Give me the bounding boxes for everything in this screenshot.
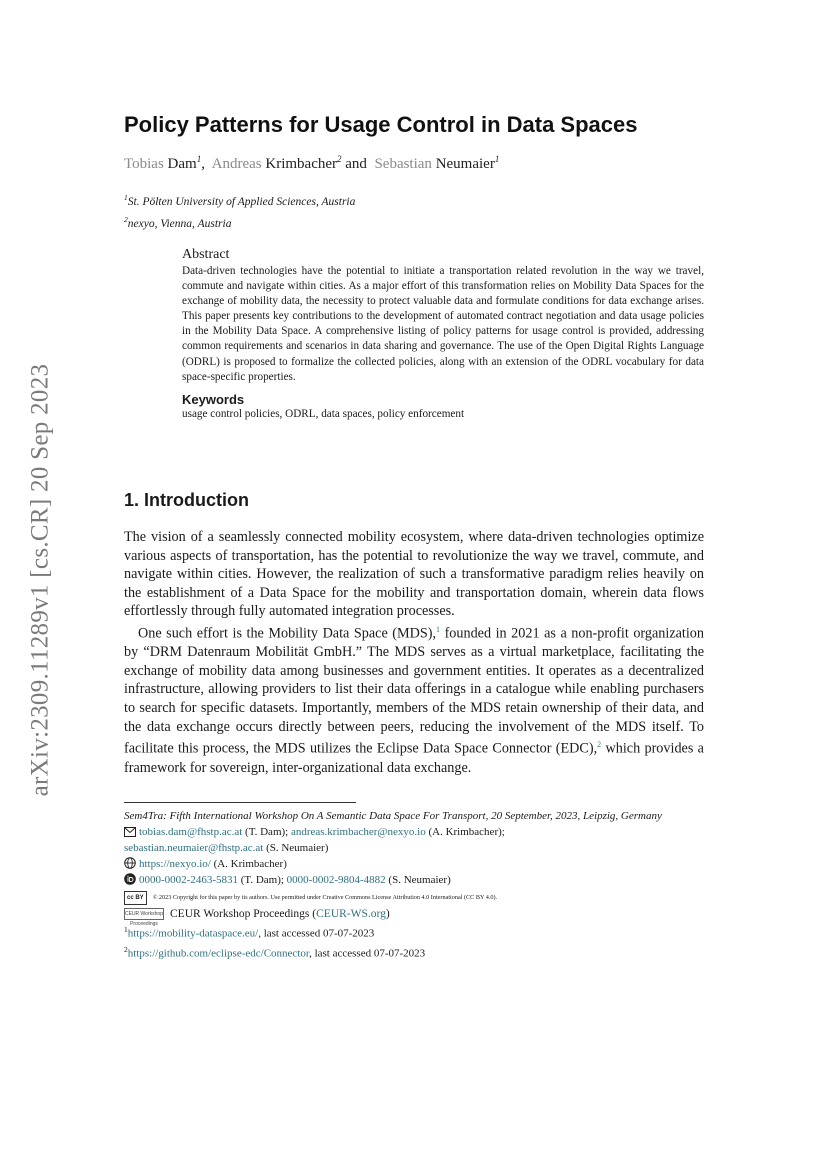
footnote-text: , last accessed 07-07-2023 [258,927,375,940]
arxiv-sidebar [22,310,58,850]
author-mark: 2 [337,154,342,164]
conference-note: Sem4Tra: Fifth International Workshop On A Semantic Data Space For Transport, 20 September, 2023, Leipzig, Germany [124,810,662,822]
author-given: Tobias [124,156,164,172]
footnote-mark: 2 [124,944,128,954]
orcid-link[interactable]: 0000-0002-9804-4882 [286,874,386,886]
affiliation-text: St. Pölten University of Applied Sciences, Austria [127,195,356,208]
section-body [124,528,704,777]
paragraph: The vision of a seamlessly connected mobility ecosystem, where data-driven technologies optimize various aspects of transportation, has the potential to revolutionize the way we travel, commute, and navigate within cities. However, the realization of such a transformative paradigm relies heavily on the establishment of a Data Space for the mobility and transportation domain, wherein data flows effortlessly through fully automated integration processes. [124,529,704,620]
envelope-icon [124,827,136,837]
abstract-text: Data-driven technologies have the potential to initiate a transportation related revolution in the way we travel, commute and navigate within cities. As a major effort of this transformation relies on Mobility Data Spaces for the exchange of mobility data, the necessity to protect valuable data and formulate conditions for data exchange arises. This paper presents key contributions to the development of automated contract negotiation and data usage policies in the Mobility Data Space. A comprehensive listing of policy patterns for usage control is provided, addressing common requirements and scenarios in data sharing and governance. The use of the Open Digital Rights Language (ODRL) is proposed to formalize the collected policies, along with an extension of the ODRL vocabulary for data space-specific properties. [182,265,704,383]
license-line [124,890,724,906]
author-separator: , [201,156,205,172]
ceur-link[interactable]: CEUR-WS.org [316,908,386,920]
abstract-heading: Abstract [182,247,230,262]
author-list [124,154,724,173]
email-owner: (T. Dam); [242,826,291,838]
author-family: Dam [167,156,197,172]
paragraph [124,621,704,777]
author-mark: 1 [196,154,202,164]
affiliation-mark: 1 [124,193,128,202]
author-family: Krimbacher [265,156,338,172]
email-line [124,824,724,840]
paragraph-text: which provides a framework for sovereign, inter-organizational data exchange. [124,741,704,776]
author-and: and [345,156,367,172]
ceur-text: CEUR Workshop Proceedings ( [170,908,317,920]
affiliation [124,189,724,211]
author-given: Sebastian [374,156,432,172]
email-link[interactable]: andreas.krimbacher@nexyo.io [290,826,426,838]
keywords-text: usage control policies, ODRL, data spaces, policy enforcement [182,407,465,420]
cc-by-badge: cc BY [124,891,147,905]
keywords-heading: Keywords [182,391,245,407]
footnote-divider [124,802,356,803]
orcid-icon [124,873,136,885]
affiliation-text: nexyo, Vienna, Austria [127,217,232,230]
affiliation [124,211,724,233]
web-line [124,856,724,872]
abstract-block [182,247,704,420]
footnote-ref[interactable]: 1 [436,624,441,634]
orcid-line [124,872,724,888]
email-owner: (A. Krimbacher); [425,826,505,838]
footnote-ref[interactable]: 2 [597,740,602,750]
ceur-logo: CEUR Workshop Proceedings [124,908,164,920]
orcid-owner: (T. Dam); [238,874,287,886]
author-given: Andreas [211,156,262,172]
footnotes [124,808,724,961]
web-owner: (A. Krimbacher) [210,858,287,870]
arxiv-id: arXiv:2309.11289v1 [cs.CR] 20 Sep 2023 [26,363,54,797]
web-link[interactable]: https://nexyo.io/ [139,858,211,870]
affiliations [124,189,724,233]
affiliation-mark: 2 [124,214,128,224]
email-link[interactable]: sebastian.neumaier@fhstp.ac.at [124,842,264,854]
section-heading: 1. Introduction [124,490,249,510]
copyright-text: © 2023 Copyright for this paper by its authors. Use permitted under Creative Commons License Attribution 4.0 International (CC BY 4.0). [152,894,498,901]
email-line [124,840,724,856]
footnote [124,942,724,962]
paragraph-text: founded in 2021 as a non-profit organization by “DRM Datenraum Mobilität GmbH.” The MDS serves as a virtual marketplace, facilitating the exchange of mobility data among businesses and government entities. It operates as a decentralized infrastructure, allowing providers to list their data offerings in a catalogue while enabling purchasers to search for specific datasets. Importantly, members of the MDS retain ownership of their data, and the data exchange occurs directly between peers, reducing the involvement of the MDS itself. To facilitate this process, the MDS utilizes the Eclipse Data Space Connector (EDC), [124,625,704,757]
author-family: Neumaier [435,156,495,172]
footnote-mark: 1 [124,925,128,934]
orcid-link[interactable]: 0000-0002-2463-5831 [139,874,238,886]
footnote-link[interactable]: https://mobility-dataspace.eu/ [127,927,259,940]
globe-icon [124,857,136,869]
email-link[interactable]: tobias.dam@fhstp.ac.at [139,826,243,838]
paper-title: Policy Patterns for Usage Control in Data Spaces [124,112,638,137]
footnote [124,922,724,942]
email-owner: (S. Neumaier) [263,842,329,854]
footnote-text: , last accessed 07-07-2023 [309,947,426,960]
paragraph-text: One such effort is the Mobility Data Space (MDS), [138,625,437,642]
orcid-owner: (S. Neumaier) [385,874,451,886]
footnote-link[interactable]: https://github.com/eclipse-edc/Connector [127,947,310,960]
ceur-line [124,906,724,927]
author-mark: 1 [494,154,500,164]
ceur-text-close: ) [385,908,390,920]
